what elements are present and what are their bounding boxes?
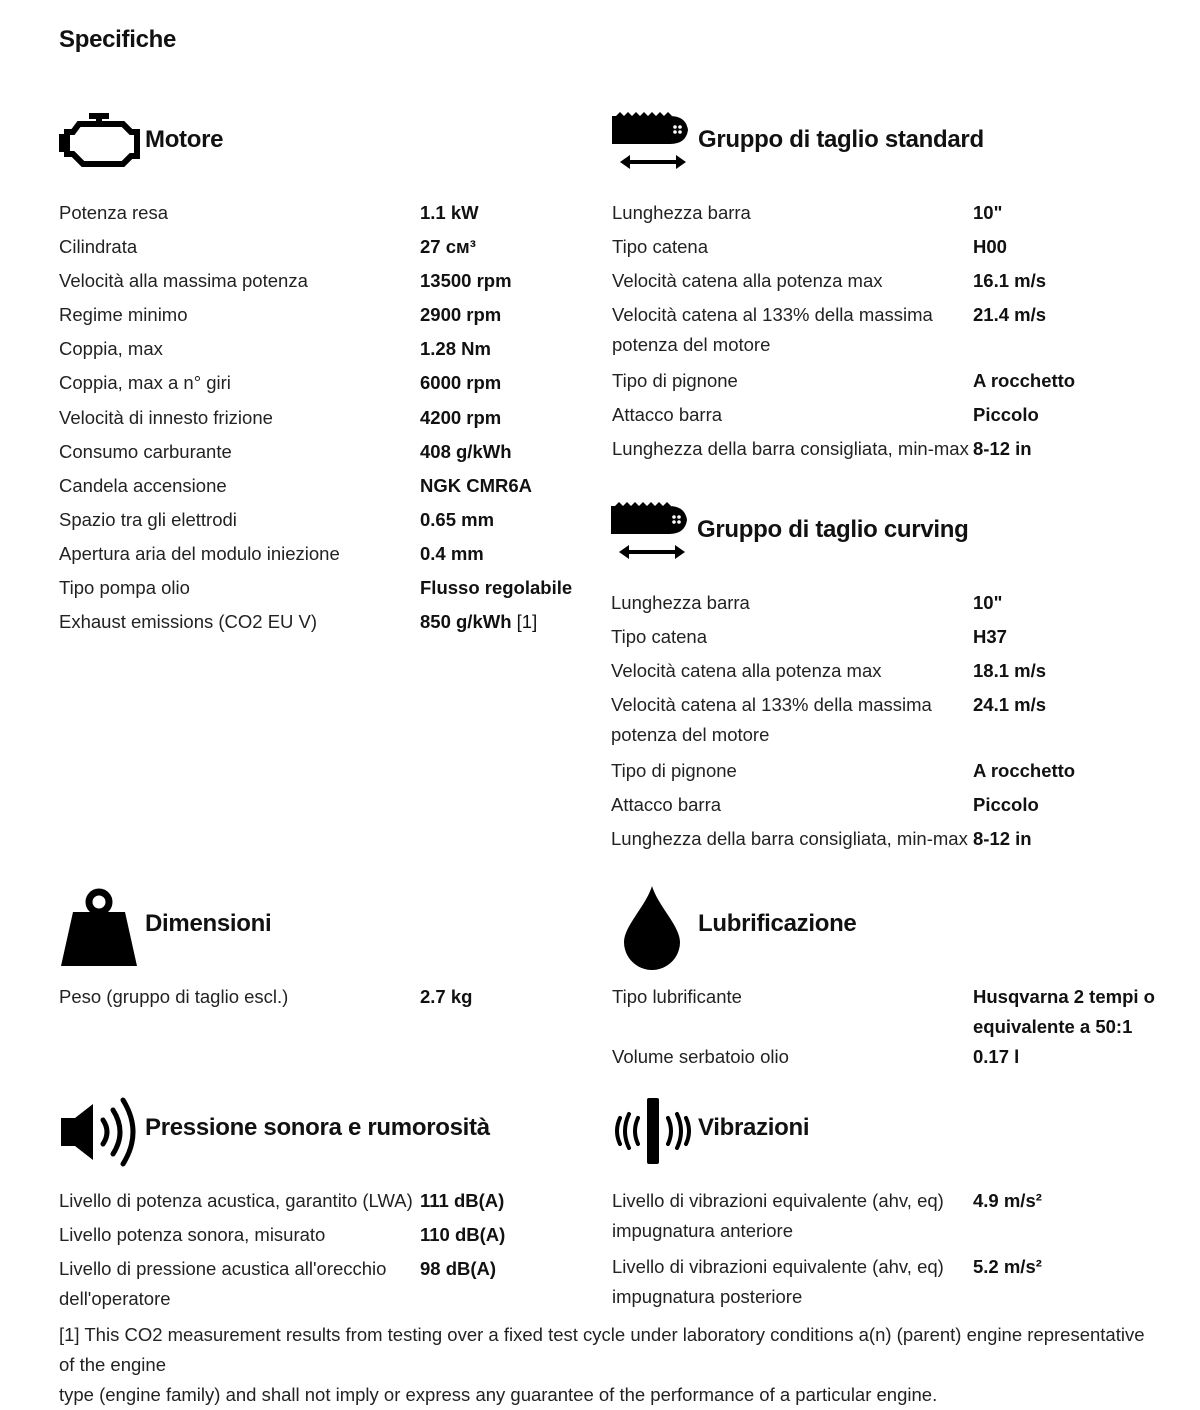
spec-value: 13500 rpm [420, 270, 512, 291]
spec-label: Livello potenza sonora, misurato [59, 1224, 326, 1245]
section-vibration [612, 1096, 1172, 1307]
spec-label-cont: impugnatura anteriore [612, 1220, 793, 1241]
spec-label: Candela accensione [59, 475, 227, 496]
spec-value-cont: equivalente a 50:1 [973, 1016, 1133, 1037]
spec-value: 111 dB(A) [420, 1190, 505, 1211]
section-title: Pressione sonora e rumorosità [145, 1114, 490, 1141]
spec-value: 1.28 Nm [420, 338, 491, 359]
spec-value: 98 dB(A) [420, 1258, 497, 1279]
spec-value: 0.65 mm [420, 509, 495, 530]
oil-drop-icon [612, 886, 692, 970]
section-cutting-curving [611, 500, 1171, 849]
footnote-line: [1] This CO2 measurement results from testing over a fixed test cycle under laboratory conditions a(n) (parent) engine representative of the engine [59, 1324, 1145, 1375]
spec-label: Lunghezza barra [611, 592, 750, 613]
spec-value: 24.1 m/s [973, 694, 1047, 715]
weight-icon [59, 888, 139, 968]
spec-value: Flusso regolabile [420, 577, 573, 598]
spec-value: Piccolo [973, 794, 1039, 815]
section-title: Gruppo di taglio standard [698, 126, 984, 153]
spec-label: Tipo lubrificante [612, 986, 742, 1007]
spec-value: 4200 rpm [420, 407, 502, 428]
spec-label: Velocità alla massima potenza [59, 270, 308, 291]
section-title: Gruppo di taglio curving [697, 516, 969, 543]
spec-label: Coppia, max [59, 338, 163, 359]
spec-label: Tipo catena [612, 236, 708, 257]
spec-label: Velocità catena alla potenza max [612, 270, 883, 291]
chainsaw-bar-icon [611, 500, 691, 564]
spec-label: Coppia, max a n° giri [59, 372, 231, 393]
spec-label: Cilindrata [59, 236, 138, 257]
spec-value: 18.1 m/s [973, 660, 1047, 681]
spec-label: Regime minimo [59, 304, 188, 325]
spec-label: Apertura aria del modulo iniezione [59, 543, 340, 564]
spec-label: Consumo carburante [59, 441, 232, 462]
spec-label-cont: potenza del motore [612, 334, 771, 355]
section-title: Lubrificazione [698, 910, 857, 937]
page-title: Specifiche [59, 26, 177, 53]
spec-value: 110 dB(A) [420, 1224, 506, 1245]
spec-value: 8-12 in [973, 828, 1032, 849]
spec-label: Velocità catena al 133% della massima [611, 694, 932, 715]
spec-value: Husqvarna 2 tempi o [973, 986, 1155, 1007]
spec-label: Velocità di innesto frizione [59, 407, 273, 428]
spec-label: Tipo di pignone [612, 370, 738, 391]
spec-value: H37 [973, 626, 1007, 647]
footnote-line: type (engine family) and shall not imply or express any guarantee of the performance of a particular engine. [59, 1384, 938, 1405]
spec-value: 0.17 l [973, 1046, 1020, 1067]
spec-value: 2900 rpm [420, 304, 502, 325]
section-engine [59, 110, 579, 632]
spec-label: Livello di pressione acustica all'orecchio [59, 1258, 387, 1279]
section-sound [59, 1096, 579, 1309]
spec-label: Lunghezza della barra consigliata, min-max [612, 438, 969, 459]
spec-value: 10" [973, 592, 1003, 613]
spec-label: Lunghezza barra [612, 202, 751, 223]
spec-value: 2.7 kg [420, 986, 473, 1007]
spec-value: A rocchetto [973, 370, 1076, 391]
spec-label: Tipo di pignone [611, 760, 737, 781]
spec-value [420, 607, 537, 637]
footnote [59, 1320, 1159, 1410]
spec-value: A rocchetto [973, 760, 1076, 781]
spec-label: Livello di potenza acustica, garantito (LWA) [59, 1190, 413, 1211]
spec-value: 10" [973, 202, 1003, 223]
spec-value: 1.1 kW [420, 202, 479, 223]
vibration-icon [612, 1096, 694, 1166]
spec-label-cont: potenza del motore [611, 724, 770, 745]
spec-value: 27 см³ [420, 236, 476, 257]
section-cutting-standard [612, 110, 1172, 459]
section-dimensions [59, 888, 579, 1007]
spec-label: Velocità catena alla potenza max [611, 660, 882, 681]
spec-value: 408 g/kWh [420, 441, 512, 462]
spec-label: Livello di vibrazioni equivalente (ahv, eq) [612, 1256, 944, 1277]
spec-value: 4.9 m/s² [973, 1190, 1042, 1211]
spec-label: Volume serbatoio olio [612, 1046, 789, 1067]
spec-value: 6000 rpm [420, 372, 502, 393]
spec-value: Piccolo [973, 404, 1039, 425]
chainsaw-bar-icon [612, 110, 692, 174]
spec-value: 8-12 in [973, 438, 1032, 459]
section-title: Vibrazioni [698, 1114, 810, 1141]
spec-value-text: 850 g/kWh [420, 611, 512, 632]
spec-value: 21.4 m/s [973, 304, 1047, 325]
spec-value: NGK CMR6A [420, 475, 533, 496]
spec-label-cont: impugnatura posteriore [612, 1286, 803, 1307]
spec-label: Peso (gruppo di taglio escl.) [59, 986, 289, 1007]
spec-label: Velocità catena al 133% della massima [612, 304, 933, 325]
spec-value: H00 [973, 236, 1007, 257]
spec-value: 16.1 m/s [973, 270, 1047, 291]
spec-value: 5.2 m/s² [973, 1256, 1042, 1277]
section-title: Motore [145, 126, 224, 153]
spec-label: Potenza resa [59, 202, 169, 223]
spec-label: Tipo catena [611, 626, 707, 647]
spec-label: Tipo pompa olio [59, 577, 190, 598]
section-title: Dimensioni [145, 910, 272, 937]
spec-label: Livello di vibrazioni equivalente (ahv, eq) [612, 1190, 944, 1211]
spec-value: 0.4 mm [420, 543, 484, 564]
footnote-ref[interactable]: [1] [516, 611, 538, 632]
spec-label: Attacco barra [611, 794, 722, 815]
speaker-icon [59, 1096, 141, 1168]
spec-label: Exhaust emissions (CO2 EU V) [59, 611, 318, 632]
spec-label: Attacco barra [612, 404, 723, 425]
spec-label-cont: dell'operatore [59, 1288, 171, 1309]
engine-icon [59, 110, 141, 172]
spec-label: Spazio tra gli elettrodi [59, 509, 237, 530]
spec-label: Lunghezza della barra consigliata, min-max [611, 828, 968, 849]
section-lubrication [612, 886, 1172, 1067]
